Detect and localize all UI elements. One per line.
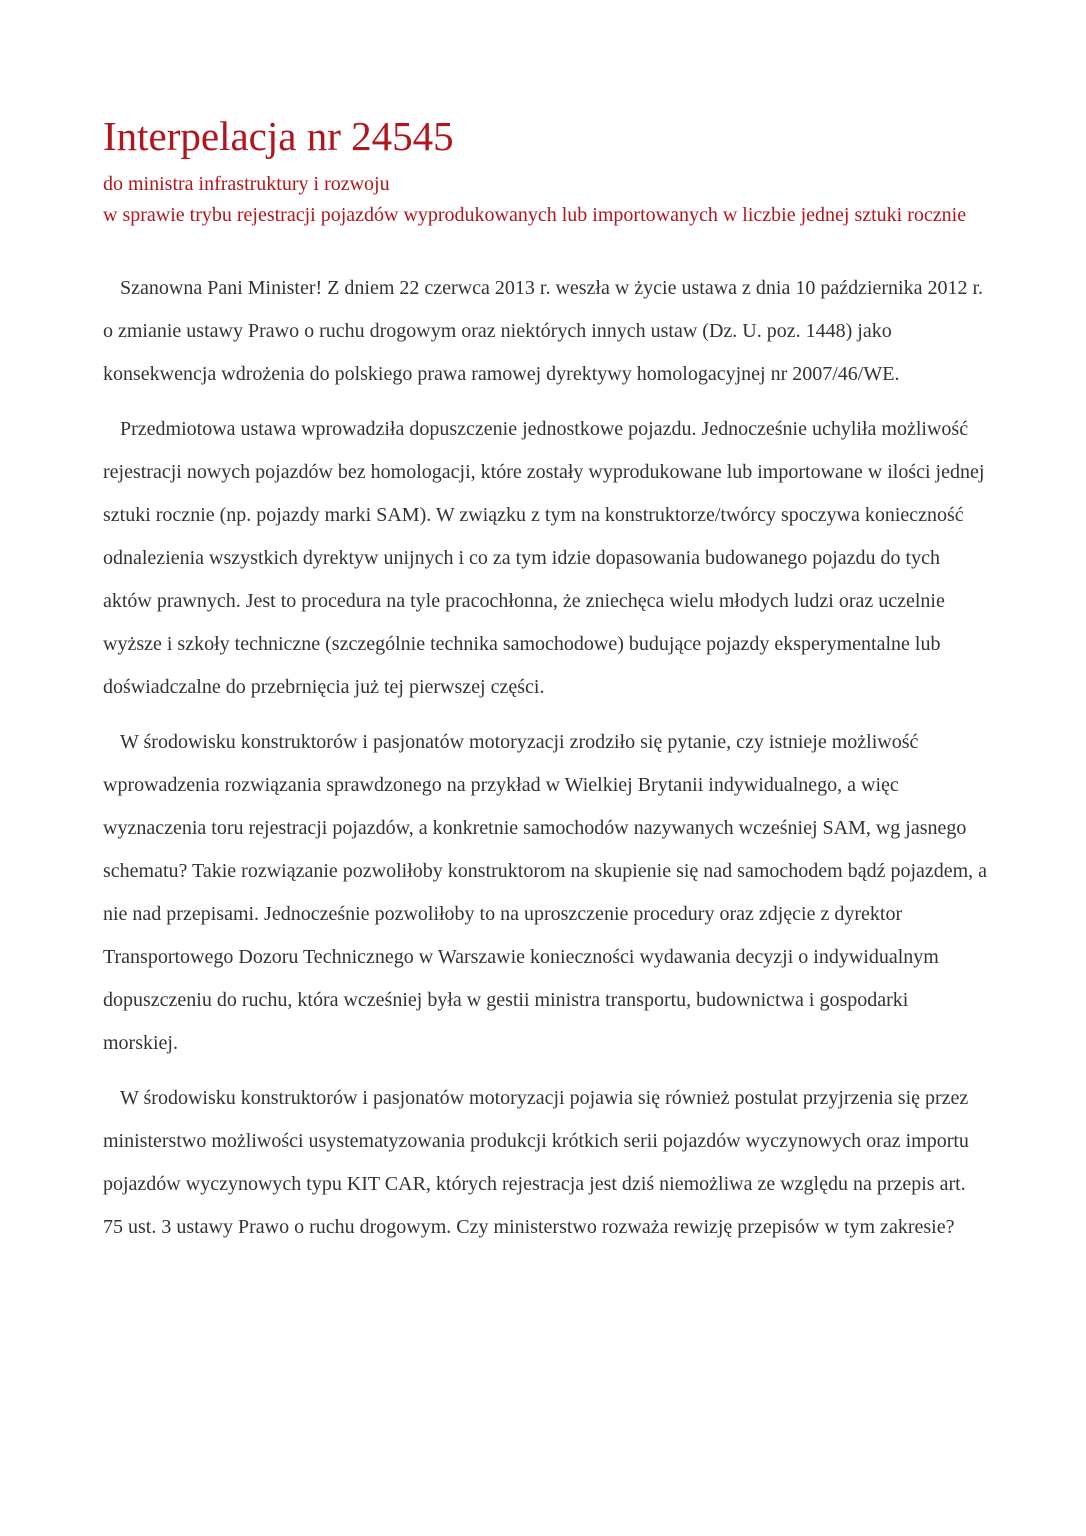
document-subject: w sprawie trybu rejestracji pojazdów wyprodukowanych lub importowanych w liczbie jednej sztuki rocznie (103, 204, 967, 226)
document-body (103, 267, 988, 1249)
document-title: Interpelacja nr 24545 (103, 113, 454, 159)
body-paragraph: Przedmiotowa ustawa wprowadziła dopuszczenie jednostkowe pojazdu. Jednocześnie uchyliła możliwość rejestracji nowych pojazdów bez homologacji, które zostały wyprodukowane lub importowane w ilości jednej sztuki rocznie (np. pojazdy marki SAM). W związku z tym na konstruktorze/twórcy spoczywa konieczność odnalezienia wszystkich dyrektyw unijnych i co za tym idzie dopasowania budowanego pojazdu do tych aktów prawnych. Jest to procedura na tyle pracochłonna, że zniechęca wielu młodych ludzi oraz uczelnie wyższe i szkoły techniczne (szczególnie technika samochodowe) budujące pojazdy eksperymentalne lub doświadczalne do przebrnięcia już tej pierwszej części. (103, 418, 985, 698)
body-paragraph: Szanowna Pani Minister! Z dniem 22 czerwca 2013 r. weszła w życie ustawa z dnia 10 października 2012 r. o zmianie ustawy Prawo o ruchu drogowym oraz niektórych innych ustaw (Dz. U. poz. 1448) jako konsekwencja wdrożenia do polskiego prawa ramowej dyrektywy homologacyjnej nr 2007/46/WE. (103, 277, 984, 385)
document-addressee: do ministra infrastruktury i rozwoju (103, 173, 390, 195)
body-paragraph: W środowisku konstruktorów i pasjonatów motoryzacji zrodziło się pytanie, czy istnieje możliwość wprowadzenia rozwiązania sprawdzonego na przykład w Wielkiej Brytanii indywidualnego, a więc wyznaczenia toru rejestracji pojazdów, a konkretnie samochodów nazywanych wcześniej SAM, wg jasnego schematu? Takie rozwiązanie pozwoliłoby konstruktorom na skupienie się nad samochodem bądź pojazdem, a nie nad przepisami. Jednocześnie pozwoliłoby to na uproszczenie procedury oraz zdjęcie z dyrektor Transportowego Dozoru Technicznego w Warszawie konieczności wydawania decyzji o indywidualnym dopuszczeniu do ruchu, która wcześniej była w gestii ministra transportu, budownictwa i gospodarki morskiej. (103, 731, 988, 1054)
body-paragraph: W środowisku konstruktorów i pasjonatów motoryzacji pojawia się również postulat przyjrzenia się przez ministerstwo możliwości usystematyzowania produkcji krótkich serii pojazdów wyczynowych oraz importu pojazdów wyczynowych typu KIT CAR, których rejestracja jest dziś niemożliwa ze względu na przepis art. 75 ust. 3 ustawy Prawo o ruchu drogowym. Czy ministerstwo rozważa rewizję przepisów w tym zakresie? (103, 1087, 969, 1238)
document-page (103, 112, 988, 1261)
